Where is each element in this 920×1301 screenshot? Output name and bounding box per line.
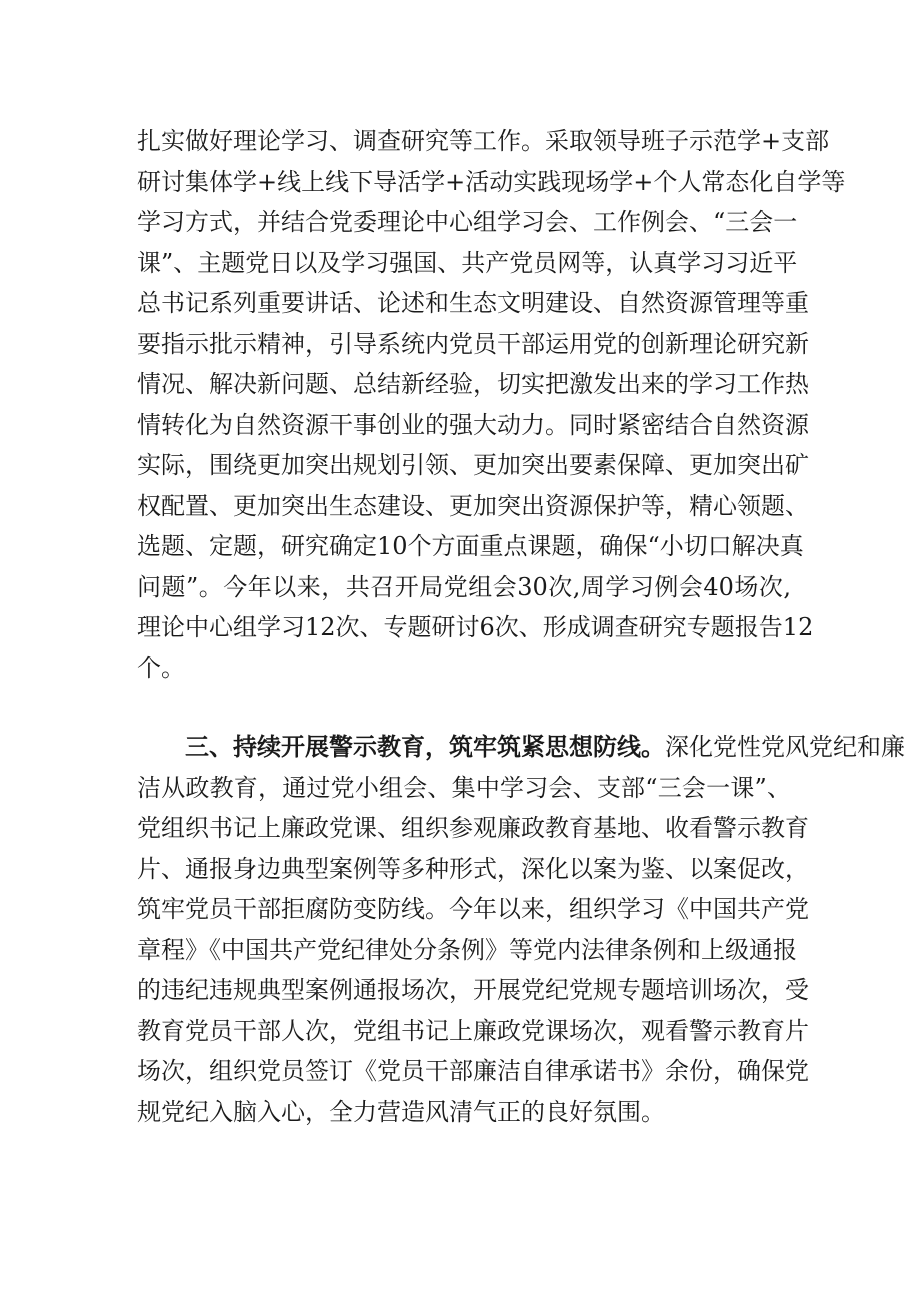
text-line: 教育党员干部人次，党组书记上廉政党课场次，观看警示教育片 <box>137 1016 809 1045</box>
text-line: 情况、解决新问题、总结新经验，切实把激发出来的学习工作热 <box>137 370 809 398</box>
text-run: 深化党性党风党纪和廉 <box>665 733 905 761</box>
text-line: 研讨集体学+线上线下导活学+活动实践现场学+个人常态化自学等 <box>137 167 846 196</box>
text-line: 个。 <box>137 653 185 682</box>
text-line: 规党纪入脑入心，全力营造风清气正的良好氛围。 <box>137 1097 665 1126</box>
text-line: 实际，围绕更加突出规划引领、更加突出要素保障、更加突出矿 <box>137 451 809 479</box>
section-heading: 三、持续开展警示教育，筑牢筑紧思想防线。 <box>185 733 665 761</box>
text-line: 要指示批示精神，引导系统内党员干部运用党的创新理论研究新 <box>137 329 809 358</box>
text-line: 情转化为自然资源干事创业的强大动力。同时紧密结合自然资源 <box>137 410 809 439</box>
text-line: 洁从政教育，通过党小组会、集中学习会、支部“三会一课”、 <box>137 773 791 802</box>
text-line: 片、通报身边典型案例等多种形式，深化以案为鉴、以案促改， <box>137 854 809 883</box>
text-line: 筑牢党员干部拒腐防变防线。今年以来，组织学习《中国共产党 <box>137 895 809 923</box>
paragraph-theory-study <box>137 121 846 688</box>
text-line: 问题”。今年以来，共召开局党组会30次,周学习例会40场次, <box>137 572 791 601</box>
text-line: 理论中心组学习12次、专题研讨6次、形成调查研究专题报告12 <box>137 613 814 641</box>
text-line: 章程》《中国共产党纪律处分条例》等党内法律条例和上级通报 <box>137 935 797 964</box>
paragraph-first-line <box>137 727 905 768</box>
text-line: 学习方式，并结合党委理论中心组学习会、工作例会、“三会一 <box>137 208 798 236</box>
text-line: 场次，组织党员签订《党员干部廉洁自律承诺书》余份，确保党 <box>137 1057 809 1085</box>
text-line: 的违纪违规典型案例通报场次，开展党纪党规专题培训场次，受 <box>137 976 809 1004</box>
text-line: 扎实做好理论学习、调查研究等工作。采取领导班子示范学+支部 <box>137 127 830 155</box>
text-line: 总书记系列重要讲话、论述和生态文明建设、自然资源管理等重 <box>137 289 809 317</box>
text-line: 选题、定题，研究确定10个方面重点课题，确保“小切口解决真 <box>137 532 804 560</box>
text-line: 党组织书记上廉政党课、组织参观廉政教育基地、收看警示教育 <box>137 814 809 842</box>
paragraph-warning-education <box>137 727 905 1132</box>
text-line: 课”、主题党日以及学习强国、共产党员网等，认真学习习近平 <box>137 248 798 277</box>
text-line: 权配置、更加突出生态建设、更加突出资源保护等，精心领题、 <box>137 491 809 520</box>
